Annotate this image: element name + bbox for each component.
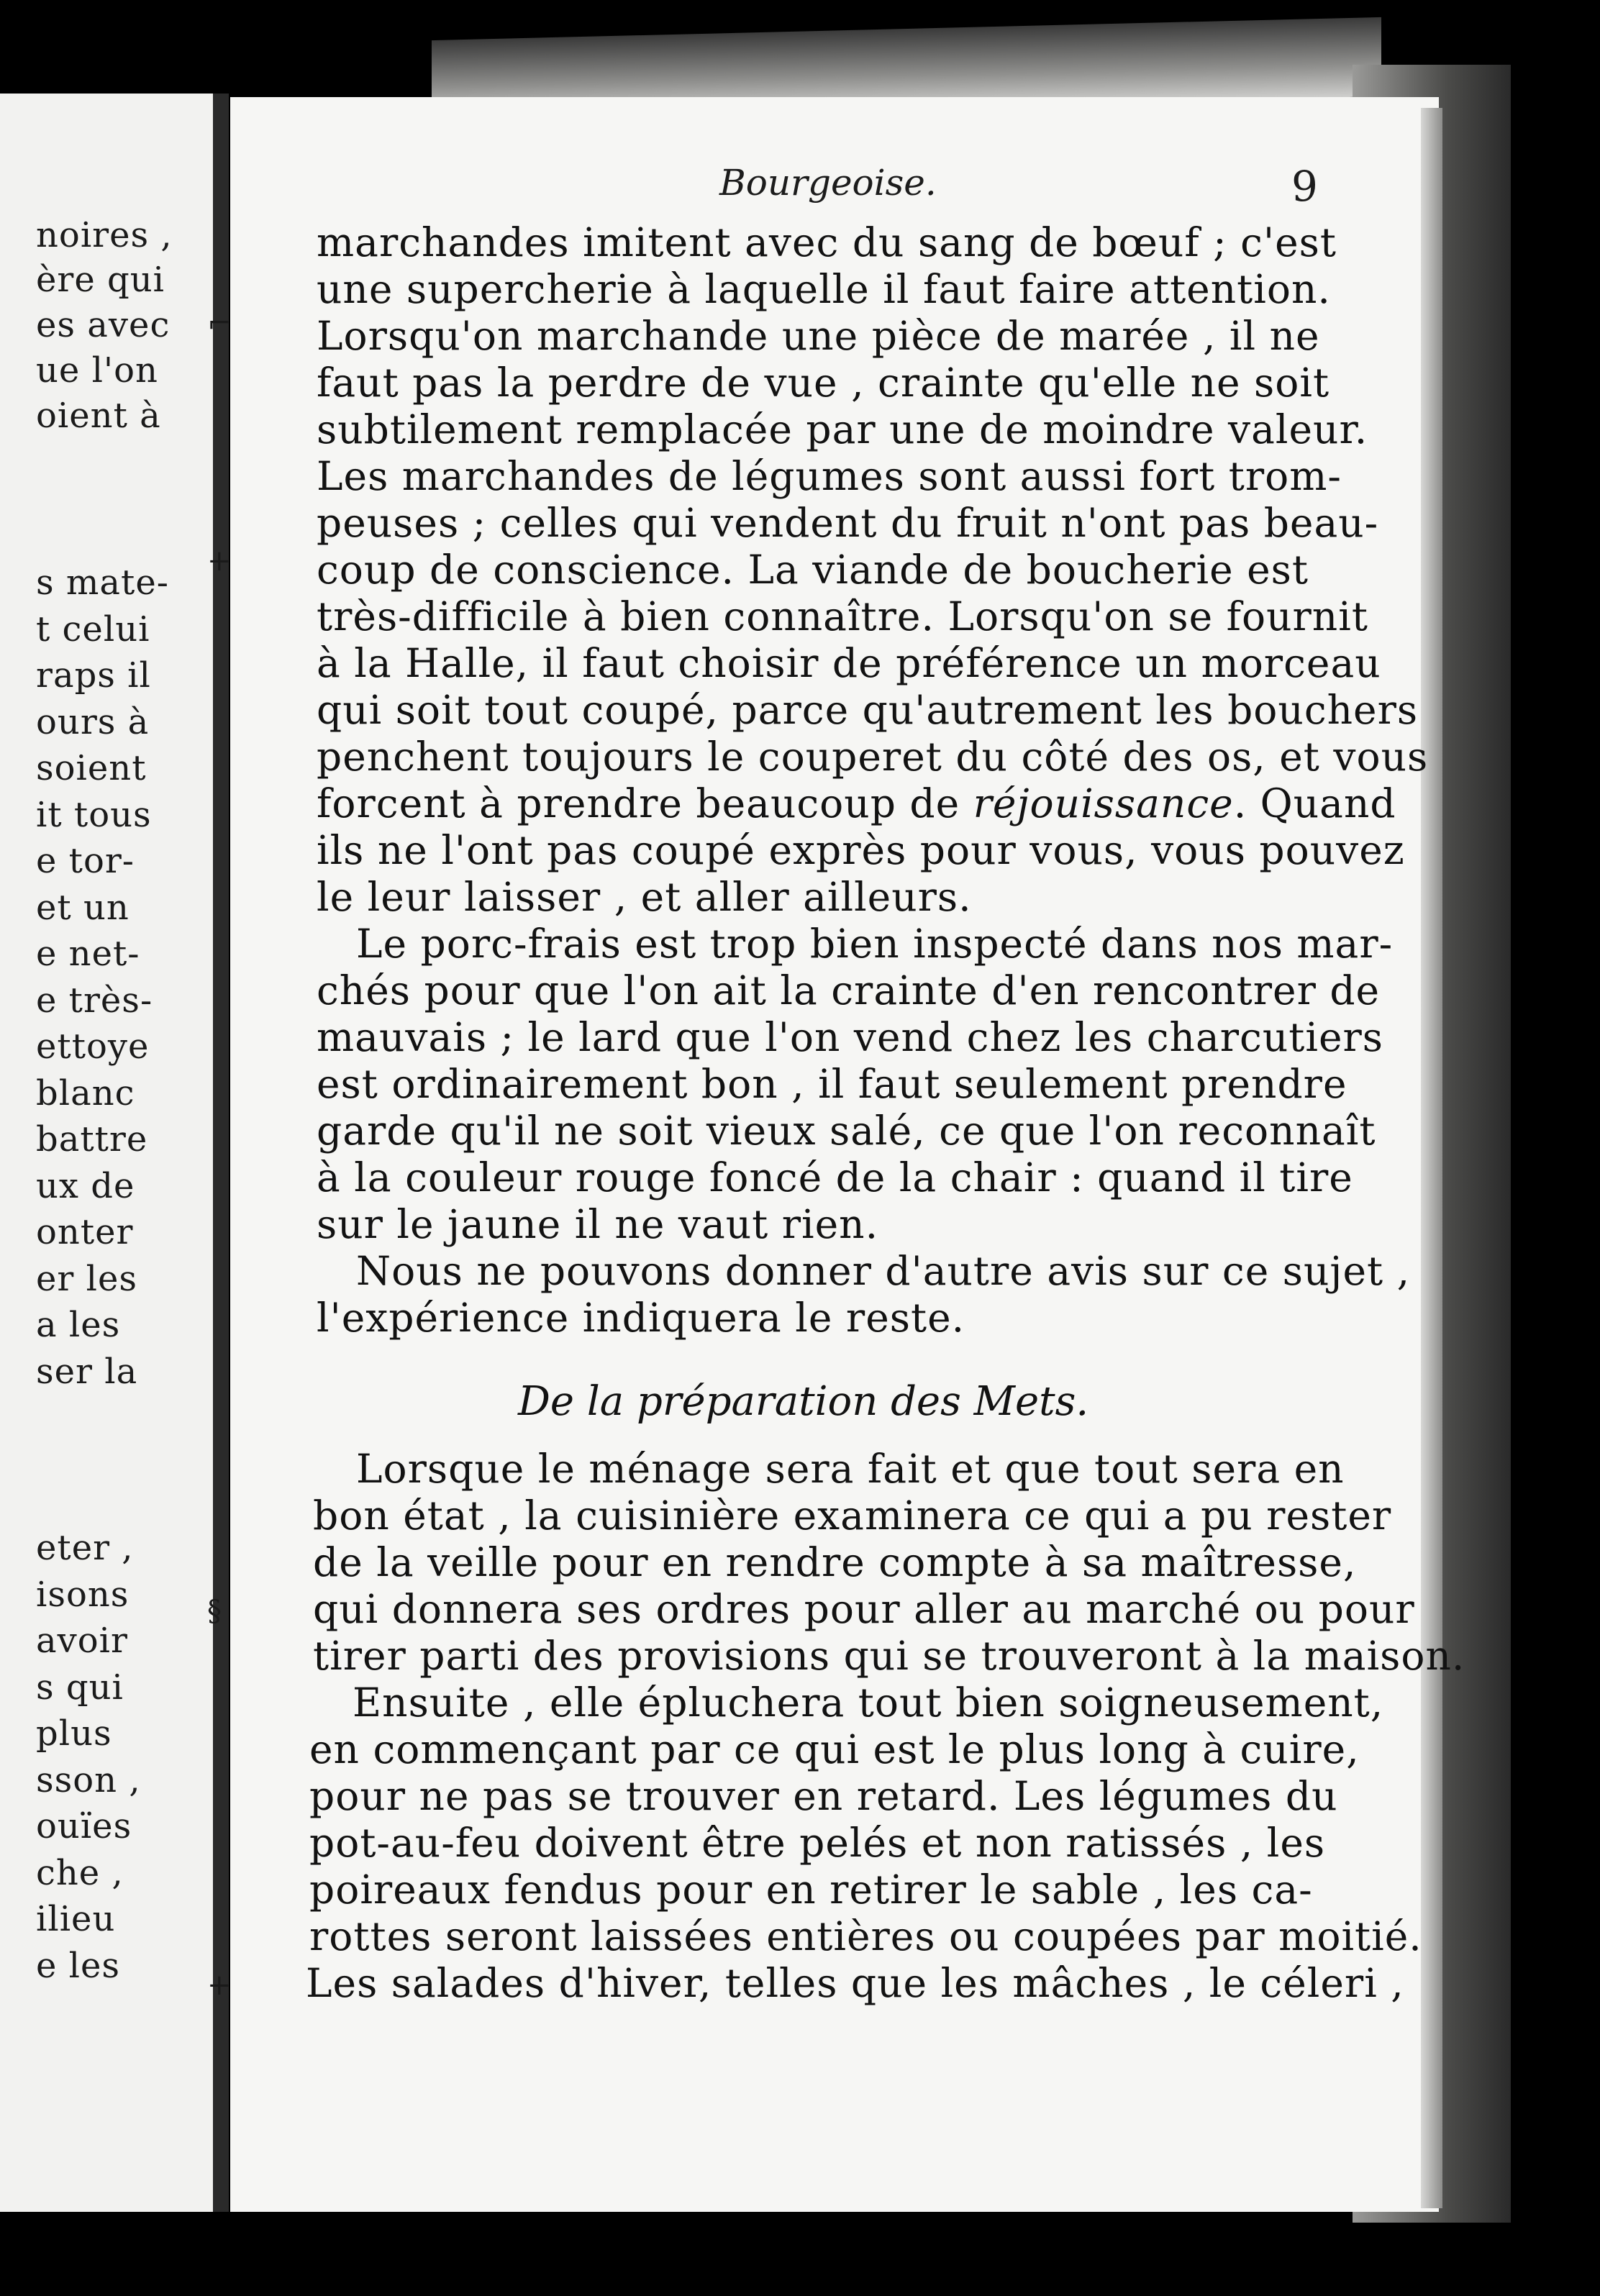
left-page-line: ue l'on <box>36 350 158 391</box>
running-head: Bourgeoise. <box>719 162 937 204</box>
text-line: qui soit tout coupé, parce qu'autrement les bouchers <box>317 687 1419 733</box>
text-line: subtilement remplacée par une de moindre valeur. <box>317 406 1368 452</box>
left-page-line: avoir <box>36 1621 128 1661</box>
text-line: à la Halle, il faut choisir de préférence un morceau <box>317 640 1381 686</box>
text-line: penchent toujours le couperet du côté des os, et vous <box>317 734 1429 780</box>
text-line: Le porc-frais est trop bien inspecté dans nos mar- <box>356 921 1394 967</box>
text-line: est ordinairement bon , il faut seulement prendre <box>317 1061 1347 1107</box>
text-line: marchandes imitent avec du sang de bœuf ; c'est <box>317 219 1337 265</box>
text-line: Lorsque le ménage sera fait et que tout sera en <box>356 1446 1345 1492</box>
left-page-line: a les <box>36 1305 121 1345</box>
left-page-line: ux de <box>36 1166 135 1206</box>
left-page-line: e les <box>36 1946 121 1986</box>
stitch-mark: ⌐ <box>207 307 232 340</box>
left-page-line: isons <box>36 1575 129 1615</box>
left-page-line: che , <box>36 1853 124 1893</box>
text-line: poireaux fendus pour en retirer le sable , les ca- <box>309 1867 1313 1913</box>
text-line: Ensuite , elle épluchera tout bien soigneusement, <box>353 1680 1384 1726</box>
left-page-line: ouïes <box>36 1806 132 1846</box>
left-page-line: et un <box>36 888 129 928</box>
left-page-line: s qui <box>36 1667 124 1708</box>
left-page-line: battre <box>36 1119 148 1160</box>
left-page-line: s mate- <box>36 562 169 603</box>
text-line: pour ne pas se trouver en retard. Les légumes du <box>309 1773 1338 1819</box>
left-page-line: t celui <box>36 609 150 650</box>
left-page-line: it tous <box>36 795 152 835</box>
left-page-line: e très- <box>36 980 153 1021</box>
text-line: une supercherie à laquelle il faut faire attention. <box>317 266 1331 312</box>
text-line: en commençant par ce qui est le plus long à cuire, <box>309 1726 1360 1772</box>
text-line: forcent à prendre beaucoup de réjouissance. Quand <box>317 780 1396 826</box>
right-page-edge <box>1421 108 1442 2208</box>
page-number: 9 <box>1291 162 1318 211</box>
text-line: rottes seront laissées entières ou coupées par moitié. <box>309 1913 1422 1959</box>
text-line: chés pour que l'on ait la crainte d'en rencontrer de <box>317 967 1381 1013</box>
text-line: bon état , la cuisinière examinera ce qui a pu rester <box>313 1493 1392 1539</box>
left-page-line: e net- <box>36 934 140 974</box>
text-line: sur le jaune il ne vaut rien. <box>317 1201 879 1247</box>
left-page-line: blanc <box>36 1073 135 1113</box>
text-line: garde qu'il ne soit vieux salé, ce que l'on reconnaît <box>317 1108 1376 1154</box>
left-page-line: onter <box>36 1212 134 1252</box>
text-line: à la couleur rouge foncé de la chair : quand il tire <box>317 1154 1353 1201</box>
text-line: l'expérience indiquera le reste. <box>317 1295 965 1341</box>
text-line: coup de conscience. La viande de boucherie est <box>317 547 1309 593</box>
text-line: pot-au-feu doivent être pelés et non ratissés , les <box>309 1820 1326 1866</box>
text-line: Les marchandes de légumes sont aussi fort trom- <box>317 453 1342 499</box>
left-page-line: ère qui <box>36 260 165 300</box>
text-line: qui donnera ses ordres pour aller au marché ou pour <box>313 1586 1415 1632</box>
text-line: de la veille pour en rendre compte à sa maîtresse, <box>313 1539 1357 1585</box>
text-line: Nous ne pouvons donner d'autre avis sur ce sujet , <box>356 1248 1411 1294</box>
left-page-line: raps il <box>36 655 151 696</box>
text-line: peuses ; celles qui vendent du fruit n'ont pas beau- <box>317 500 1379 546</box>
left-page-line: oient à <box>36 396 161 436</box>
text-line: tirer parti des provisions qui se trouveront à la maison. <box>313 1633 1465 1679</box>
left-page-line: ettoye <box>36 1026 150 1067</box>
book-gutter <box>213 94 229 2212</box>
text-line: Les salades d'hiver, telles que les mâches , le céleri , <box>306 1960 1404 2006</box>
stitch-mark: + <box>207 1969 232 2002</box>
text-line: faut pas la perdre de vue , crainte qu'elle ne soit <box>317 360 1330 406</box>
stitch-mark: + <box>207 545 232 578</box>
text-line: très-difficile à bien connaître. Lorsqu'on se fournit <box>317 593 1368 639</box>
left-page-line: sson , <box>36 1760 141 1800</box>
left-page-line: ser la <box>36 1352 138 1392</box>
left-page-line: eter , <box>36 1528 134 1568</box>
text-line: Lorsqu'on marchande une pièce de marée , il ne <box>317 313 1320 359</box>
text-line: mauvais ; le lard que l'on vend chez les charcutiers <box>317 1014 1384 1060</box>
left-page-line: er les <box>36 1259 137 1299</box>
text-line: le leur laisser , et aller ailleurs. <box>317 874 972 920</box>
left-page-line: ours à <box>36 702 150 742</box>
italic-word: réjouissance <box>973 780 1234 826</box>
left-page-line: plus <box>36 1713 112 1754</box>
left-page-line: noires , <box>36 215 173 255</box>
section-heading: De la préparation des Mets. <box>518 1378 1089 1425</box>
stitch-mark: § <box>207 1595 222 1628</box>
left-page-line: e tor- <box>36 841 135 881</box>
text-line: ils ne l'ont pas coupé exprès pour vous, vous pouvez <box>317 827 1405 873</box>
left-page-line: soient <box>36 748 147 788</box>
left-page-line: ilieu <box>36 1899 116 1939</box>
left-page-line: es avec <box>36 305 171 345</box>
